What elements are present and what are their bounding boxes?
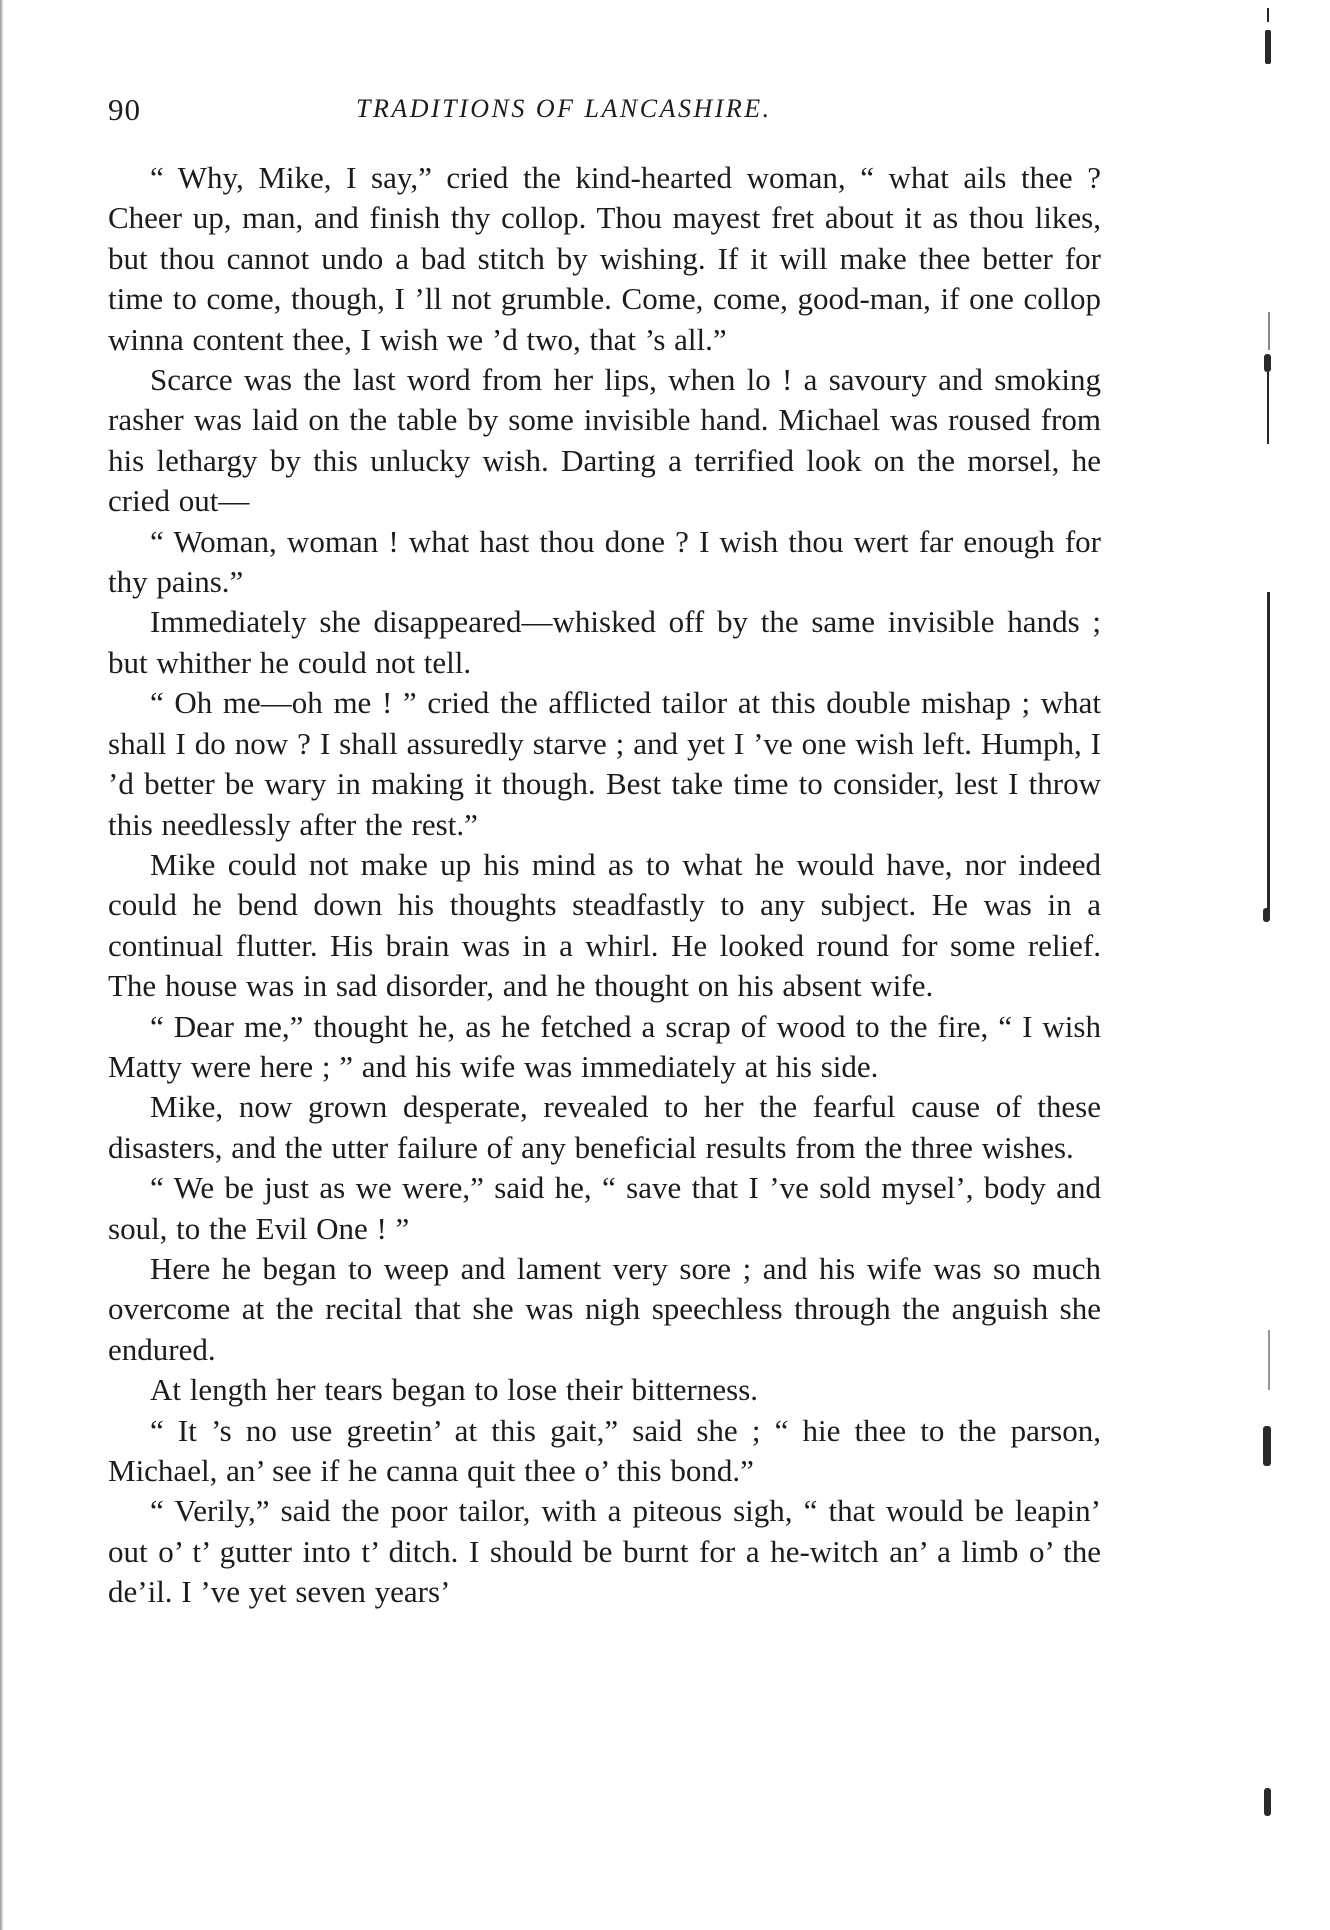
page-body (108, 158, 1101, 1613)
page-binding-edge (0, 0, 3, 1930)
scan-mark (1264, 1788, 1271, 1816)
scan-mark (1263, 908, 1270, 922)
page-number: 90 (108, 92, 141, 127)
paragraph-5: “ Oh me—oh me ! ” cried the afflicted tailor at this double mishap ; what shall I do now ? I shall assuredly starve ; and yet I ’ve one wish left. Humph, I ’d better be wary in making it though. Best take time to consider, lest I throw this needlessly after the rest.” (108, 685, 1101, 842)
scan-mark (1263, 1426, 1271, 1466)
paragraph-8: Mike, now grown desperate, revealed to her the fearful cause of these disasters, and the utter failure of any beneficial results from the three wishes. (108, 1089, 1101, 1165)
paragraph-1: “ Why, Mike, I say,” cried the kind-hearted woman, “ what ails thee ? Cheer up, man, and finish thy collop. Thou mayest fret about it as thou likes, but thou cannot undo a bad stitch by wishing. If it will make thee better for time to come, though, I ’ll not grumble. Come, come, good-man, if one collop winna content thee, I wish we ’d two, that ’s all.” (108, 160, 1101, 357)
scan-mark (1267, 592, 1270, 912)
paragraph-11: At length her tears began to lose their bitterness. (150, 1372, 759, 1408)
paragraph-3: “ Woman, woman ! what hast thou done ? I wish thou wert far enough for thy pains.” (108, 523, 1101, 600)
paragraph-6: Mike could not make up his mind as to what he would have, nor indeed could he bend down his thoughts steadfastly to any subject. He was in a continual flutter. His brain was in a whirl. He looked round for some relief. The house was in sad disorder, and he thought on his absent wife. (108, 846, 1101, 1004)
scan-mark (1264, 354, 1271, 372)
paragraph-12: “ It ’s no use greetin’ at this gait,” said she ; “ hie thee to the parson, Michael, an’ see if he canna quit thee o’ this bond.” (108, 1412, 1101, 1488)
paragraph-10: Here he began to weep and lament very sore ; and his wife was so much overcome at the recital that she was nigh speechless through the anguish she endured. (108, 1250, 1101, 1367)
scan-mark (1268, 1330, 1270, 1390)
scan-mark (1267, 372, 1269, 444)
paragraph-9: “ We be just as we were,” said he, “ save that I ’ve sold mysel’, body and soul, to the Evil One ! ” (108, 1170, 1101, 1246)
paragraph-2: Scarce was the last word from her lips, when lo ! a savoury and smoking rasher was laid on the table by some invisible hand. Michael was roused from his lethargy by this unlucky wish. Darting a terrified look on the morsel, he cried out— (108, 362, 1101, 519)
running-title: TRADITIONS OF LANCASHIRE. (356, 94, 772, 123)
paragraph-7: “ Dear me,” thought he, as he fetched a scrap of wood to the fire, “ I wish Matty were here ; ” and his wife was immediately at his side. (108, 1008, 1101, 1084)
page-header (108, 92, 1108, 128)
paragraph-4: Immediately she disappeared—whisked off by the same invisible hands ; but whither he could not tell. (108, 604, 1101, 680)
scan-mark (1267, 8, 1269, 22)
paragraph-13: “ Verily,” said the poor tailor, with a piteous sigh, “ that would be leapin’ out o’ t’ gutter into t’ ditch. I should be burnt for a he-witch an’ a limb o’ the de’il. I ’ve yet seven years’ (108, 1493, 1101, 1610)
scan-mark (1265, 30, 1271, 64)
scan-mark (1268, 312, 1270, 350)
